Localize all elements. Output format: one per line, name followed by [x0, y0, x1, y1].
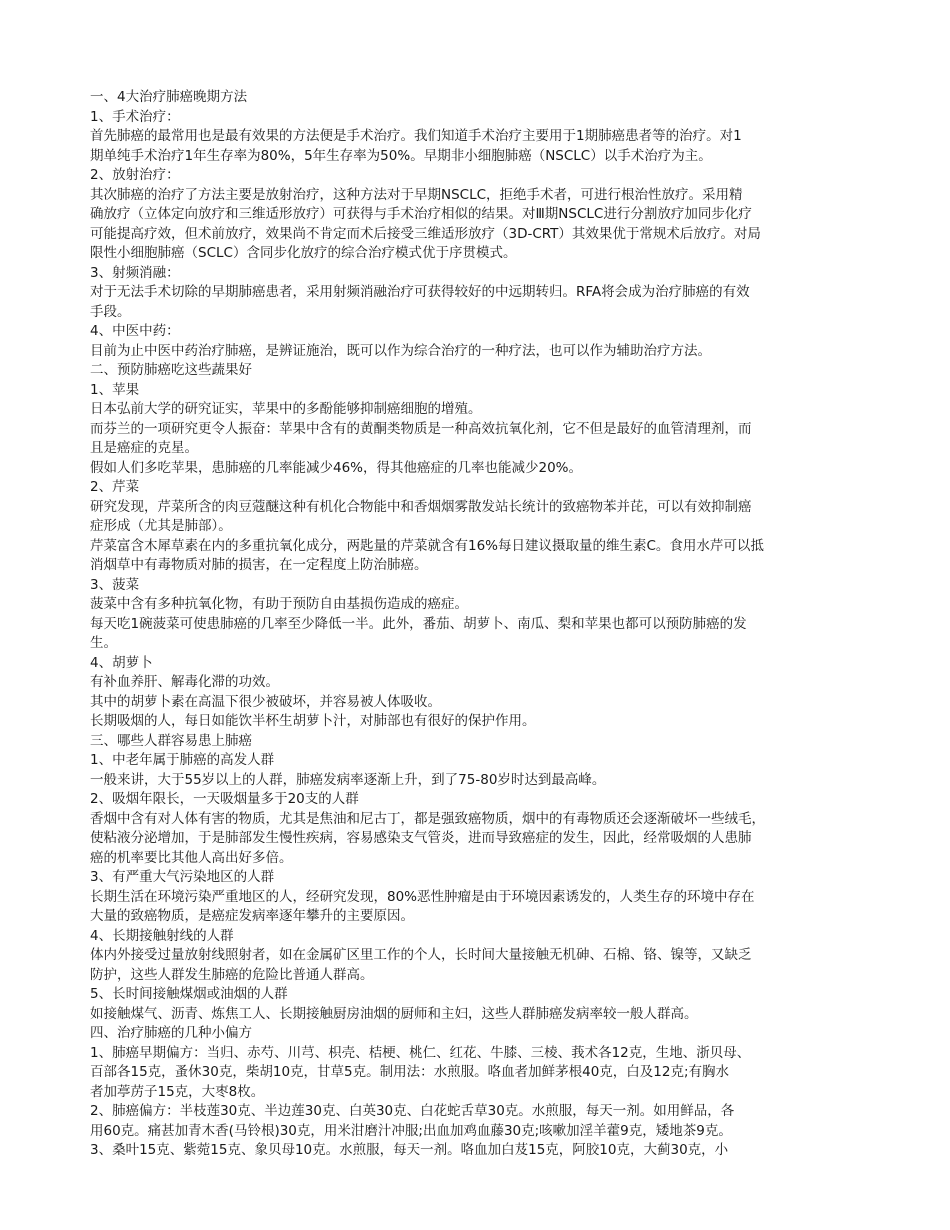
- text-line: 4、长期接触射线的人群: [90, 927, 234, 944]
- text-line: 首先肺癌的最常用也是最有效果的方法便是手术治疗。我们知道手术治疗主要用于1期肺癌患者等的治疗。对1: [90, 128, 742, 144]
- text-line: 且是癌症的克星。: [90, 440, 198, 456]
- text-line: 2、肺癌偏方：半枝莲30克、半边莲30克、白英30克、白花蛇舌草30克。水煎服，每天一剂。如用鲜品，各: [90, 1103, 735, 1119]
- text-line: 四、治疗肺癌的几种小偏方: [90, 1025, 252, 1041]
- text-line: 体内外接受过量放射线照射者，如在金属矿区里工作的个人，长时间大量接触无机砷、石棉、铬、镍等，又缺乏: [90, 947, 752, 963]
- text-line: 一般来讲，大于55岁以上的人群，肺癌发病率逐渐上升，到了75-80岁时达到最高峰。: [90, 771, 606, 788]
- text-line: 期单纯手术治疗1年生存率为80%，5年生存率为50%。早期非小细胞肺癌（NSCLC）以手术治疗为主。: [90, 147, 712, 164]
- text-line: 使粘液分泌增加，于是肺部发生慢性疾病，容易感染支气管炎，进而导致癌症的发生，因此，经常吸烟的人患肺: [90, 830, 752, 846]
- text-line: 其次肺癌的治疗了方法主要是放射治疗，这种方法对于早期NSCLC，拒绝手术者，可进行根治性放疗。采用精: [90, 186, 743, 203]
- text-line: 日本弘前大学的研究证实，苹果中的多酚能够抑制癌细胞的增殖。: [90, 401, 482, 417]
- text-line: 2、吸烟年限长，一天吸烟量多于20支的人群: [90, 791, 359, 807]
- text-line: 有补血养肝、解毒化滞的功效。: [90, 674, 279, 690]
- text-line: 1、苹果: [90, 381, 140, 398]
- text-line: 用60克。痛甚加青木香(马铃根)30克，用米泔磨汁冲服;出血加鸡血藤30克;咳嗽加淫羊藿9克，矮地茶9克。: [90, 1122, 732, 1139]
- text-line: 生。: [90, 635, 117, 651]
- text-line: 4、胡萝卜: [90, 654, 153, 671]
- text-line: 1、中老年属于肺癌的高发人群: [90, 752, 275, 768]
- text-line: 香烟中含有对人体有害的物质，尤其是焦油和尼古丁，都是强致癌物质，烟中的有毒物质还会逐渐破坏一些绒毛，: [90, 810, 765, 827]
- text-line: 大量的致癌物质，是癌症发病率逐年攀升的主要原因。: [90, 908, 414, 924]
- text-line: 限性小细胞肺癌（SCLC）含同步化放疗的综合治疗模式优于序贯模式。: [90, 245, 517, 261]
- text-line: 确放疗（立体定向放疗和三维适形放疗）可获得与手术治疗相似的结果。对Ⅲ期NSCLC进行分割放疗加同步化疗: [90, 206, 752, 222]
- text-line: 3、菠菜: [90, 576, 140, 593]
- text-line: 症形成（尤其是肺部）。: [90, 518, 232, 534]
- text-line: 者加葶苈子15克，大枣8枚。: [90, 1083, 265, 1100]
- text-line: 菠菜中含有多种抗氧化物，有助于预防自由基损伤造成的癌症。: [90, 596, 468, 612]
- text-line: 消烟草中有毒物质对肺的损害，在一定程度上防治肺癌。: [90, 557, 428, 573]
- text-line: 研究发现，芹菜所含的肉豆蔻醚这种有机化合物能中和香烟烟雾散发站长统计的致癌物苯并芘，可以有效抑制癌: [90, 498, 752, 515]
- text-line: 3、桑叶15克、紫菀15克、象贝母10克。水煎服，每天一剂。咯血加白芨15克，阿胶10克，大蓟30克，小: [90, 1142, 729, 1158]
- text-line: 可能提高疗效，但术前放疗，效果尚不肯定而术后接受三维适形放疗（3D-CRT）其效果优于常规术后放疗。对局: [90, 225, 761, 242]
- text-line: 2、放射治疗：: [90, 167, 180, 183]
- text-line: 1、手术治疗：: [90, 108, 180, 125]
- text-line: 4、中医中药：: [90, 323, 180, 339]
- text-line: 1、肺癌早期偏方：当归、赤芍、川芎、枳壳、桔梗、桃仁、红花、牛膝、三棱、莪术各12克，生地、浙贝母、: [90, 1044, 751, 1061]
- text-line: 其中的胡萝卜素在高温下很少被破坏，并容易被人体吸收。: [90, 693, 441, 710]
- text-line: 二、预防肺癌吃这些蔬果好: [90, 362, 252, 378]
- text-line: 如接触煤气、沥青、炼焦工人、长期接触厨房油烟的厨师和主妇，这些人群肺癌发病率较一般人群高。: [90, 1005, 698, 1022]
- text-line: 5、长时间接触煤烟或油烟的人群: [90, 986, 288, 1002]
- text-line: 对于无法手术切除的早期肺癌患者，采用射频消融治疗可获得较好的中远期转归。RFA将会成为治疗肺癌的有效: [90, 284, 750, 300]
- text-line: 防护，这些人群发生肺癌的危险比普通人群高。: [90, 966, 374, 983]
- text-line: 三、哪些人群容易患上肺癌: [90, 732, 252, 749]
- text-line: 百部各15克，蚤休30克，柴胡10克，甘草5克。制用法：水煎服。咯血者加鲜茅根40克，白及12克;有胸水: [90, 1064, 730, 1080]
- text-line: 3、有严重大气污染地区的人群: [90, 869, 275, 885]
- text-line: 假如人们多吃苹果，患肺癌的几率能减少46%，得其他癌症的几率也能减少20%。: [90, 459, 583, 476]
- text-line: 而芬兰的一项研究更令人振奋：苹果中含有的黄酮类物质是一种高效抗氧化剂，它不但是最好的血管清理剂，而: [90, 420, 752, 437]
- text-line: 每天吃1碗菠菜可使患肺癌的几率至少降低一半。此外，番茄、胡萝卜、南瓜、梨和苹果也都可以预防肺癌的发: [90, 615, 747, 632]
- text-line: 一、4大治疗肺癌晚期方法: [90, 89, 248, 105]
- text-line: 芹菜富含木犀草素在内的多重抗氧化成分，两匙量的芹菜就含有16%每日建议摄取量的维生素C。食用水芹可以抵: [90, 537, 764, 554]
- text-line: 2、芹菜: [90, 479, 140, 495]
- text-line: 3、射频消融：: [90, 264, 180, 281]
- text-line: 长期吸烟的人，每日如能饮半杯生胡萝卜汁，对肺部也有很好的保护作用。: [90, 713, 536, 729]
- text-line: 长期生活在环境污染严重地区的人，经研究发现，80%恶性肿瘤是由于环境因素诱发的，人类生存的环境中存在: [90, 888, 755, 905]
- text-line: 手段。: [90, 303, 131, 320]
- document-body: [90, 88, 860, 1161]
- text-line: 目前为止中医中药治疗肺癌，是辨证施治，既可以作为综合治疗的一种疗法，也可以作为辅助治疗方法。: [90, 342, 711, 359]
- text-line: 癌的机率要比其他人高出好多倍。: [90, 849, 293, 866]
